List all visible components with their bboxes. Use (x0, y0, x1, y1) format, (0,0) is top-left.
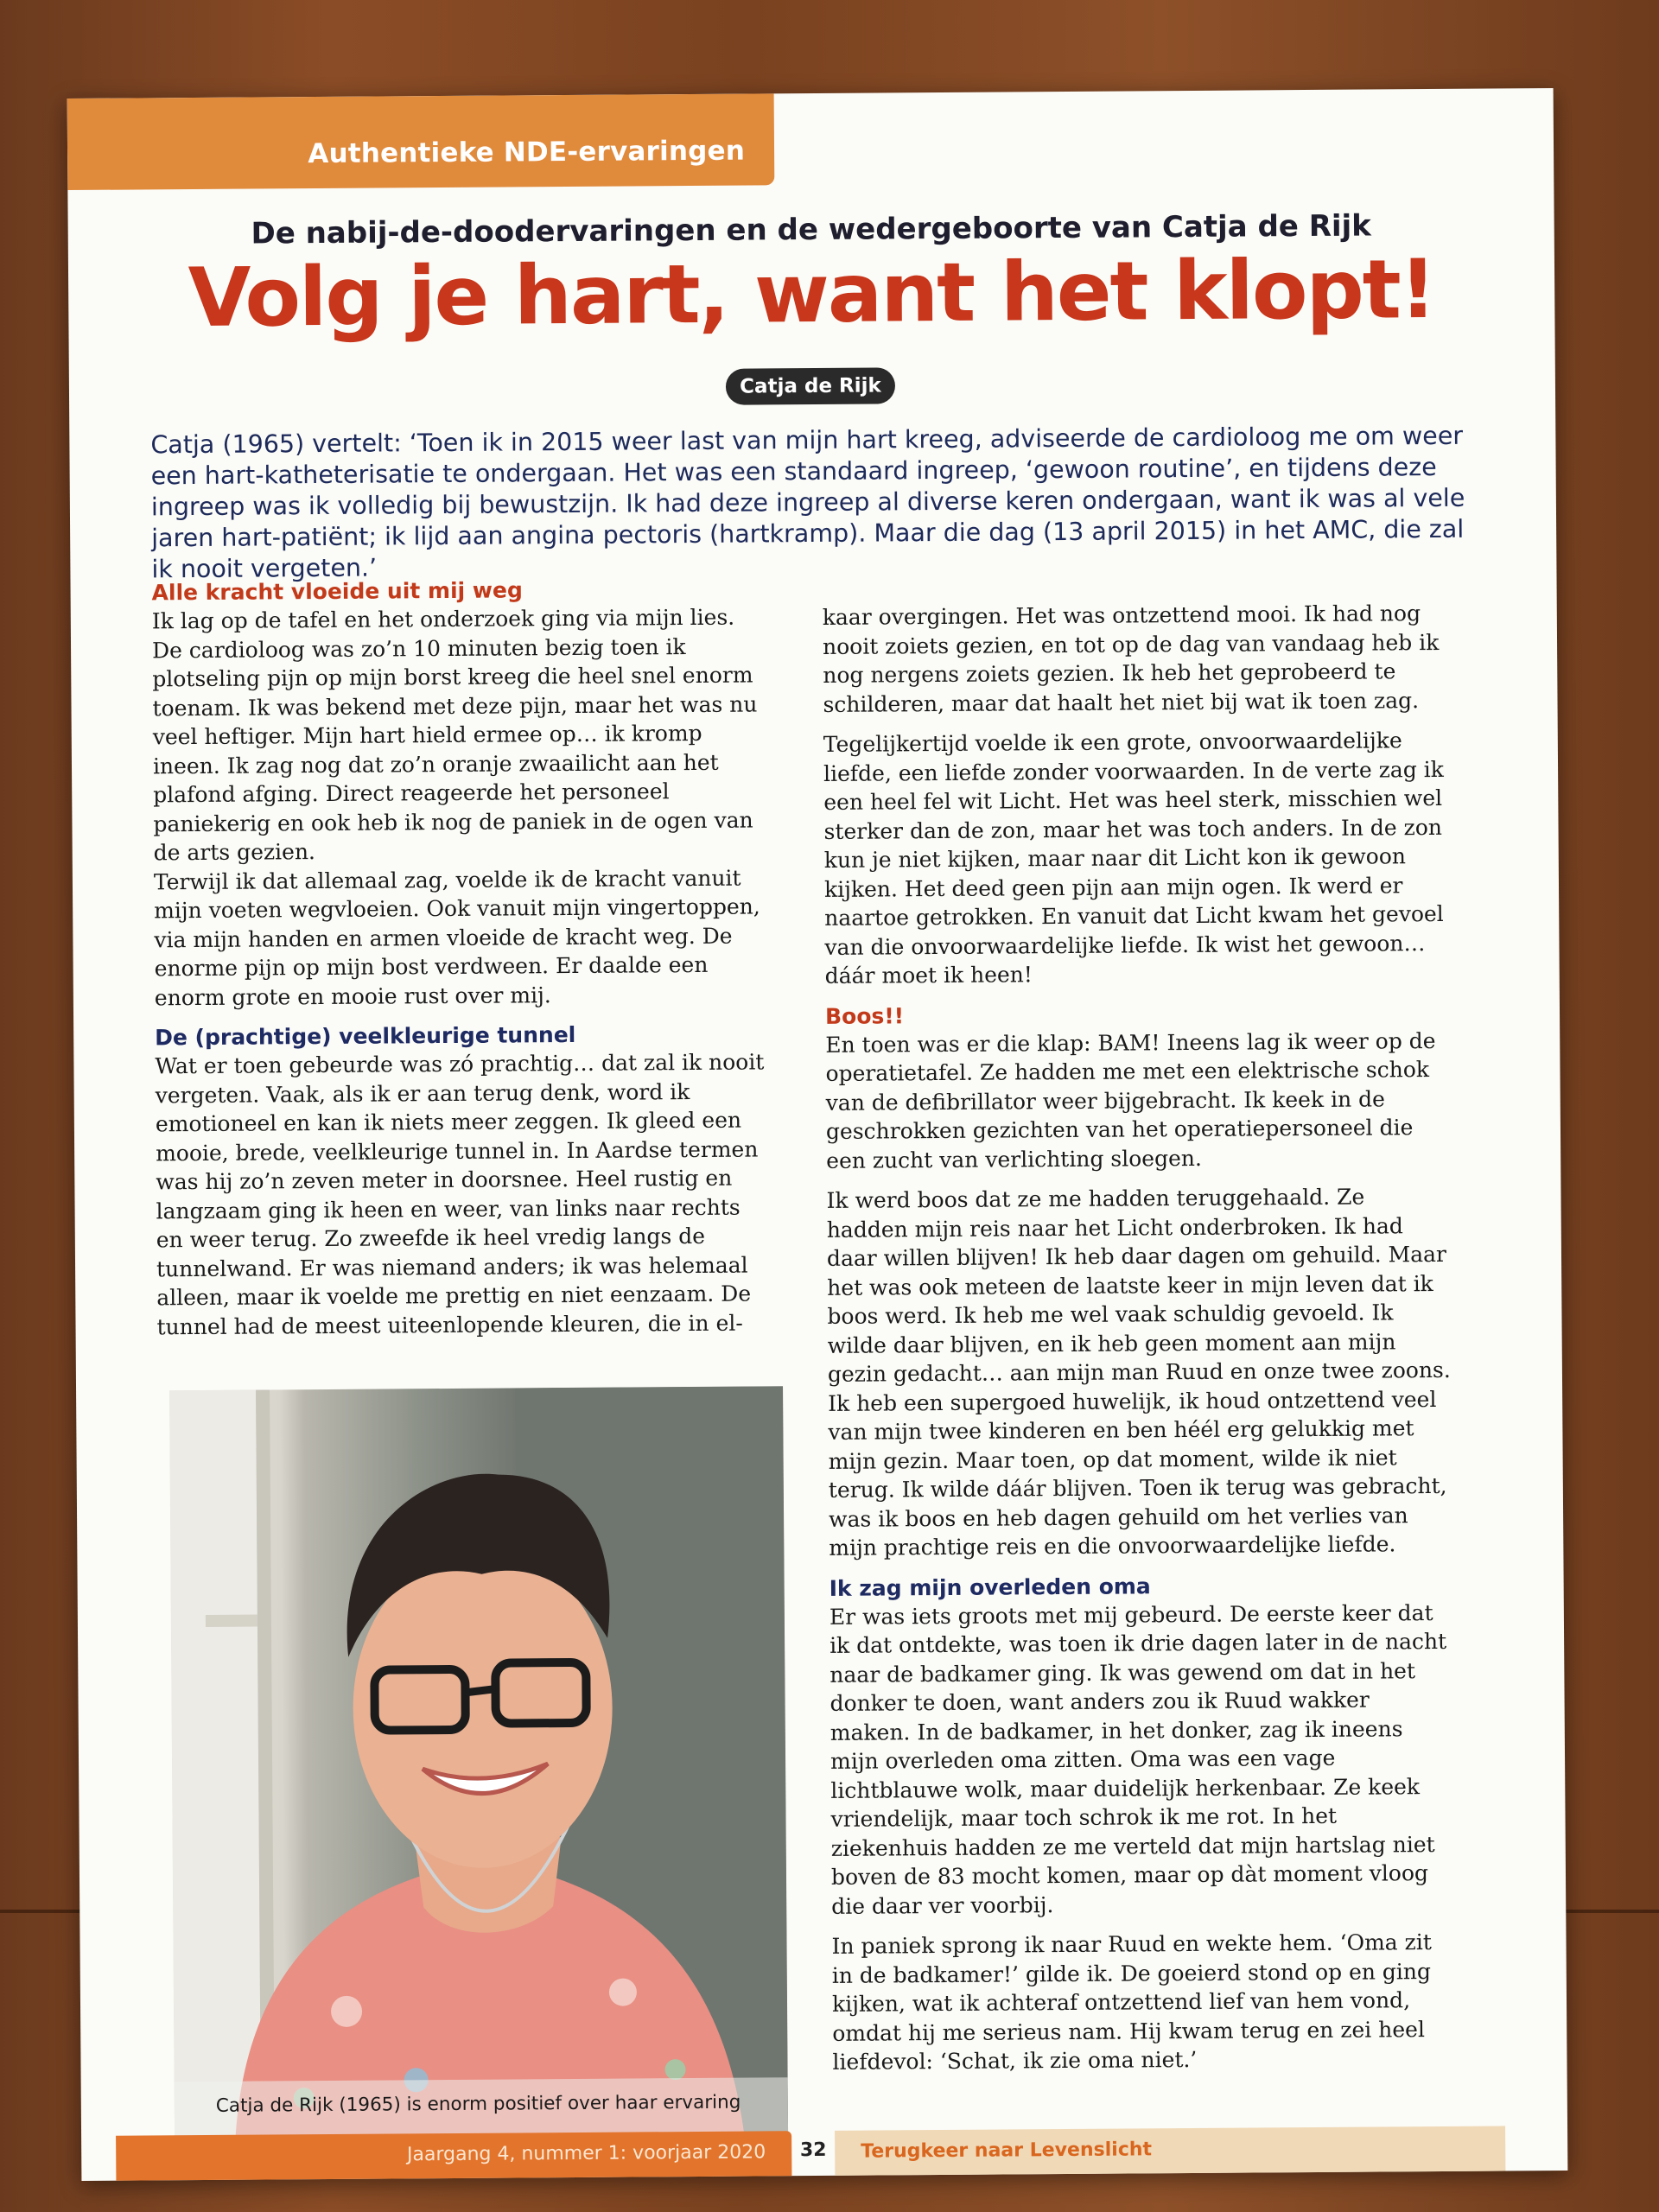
footer-magazine-bar (835, 2126, 1505, 2181)
left-column (151, 574, 772, 1352)
body-paragraph: Ik werd boos dat ze me hadden teruggehaald. Ze hadden mijn reis naar het Licht onderbroken. Ik had daar willen blijven! Ik heb daar dagen om gehuild. Maar het was ook meteen de laatste keer in mijn leven dat ik boos werd. Ik heb me wel vaak schuldig gevoeld. Ik wilde daar blijven, en ik heb geen moment aan mijn gezin gedacht… aan mijn man Ruud en onze twee zoons. Ik heb een supergoed huwelijk, ik houd ontzettend veel van mijn twee kinderen en ben héél erg gelukkig met mijn gezin. Maar toen, op dat moment, wilde ik niet terug. Ik wilde dáár blijven. Toen ik terug was gebracht, was ik boos en heb dagen gehuild om het verlies van mijn prachtige reis en die onvoorwaardelijke liefde. (826, 1184, 1451, 1560)
right-column (823, 599, 1459, 2088)
section-heading: Ik zag mijn overleden oma (829, 1573, 1151, 1601)
section-heading: De (prachtige) veelkleurige tunnel (155, 1021, 576, 1051)
body-paragraph: Ik lag op de tafel en het onderzoek ging via mijn lies. De cardioloog was zo’n 10 minuten bezig toen ik plotseling pijn op mijn borst kreeg die heel snel enorm toenam. Ik was bekend met deze pijn, maar het was nu veel heftiger. Mijn hart hield ermee op… ik kromp ineen. Ik zag nog dat zo’n oranje zwaailicht aan het plafond afging. Direct reageerde het personeel paniekerig en ook heb ik nog de paniek in de ogen van de arts gezien. (151, 604, 758, 866)
article-title: Volg je hart, want het klopt! (188, 242, 1435, 346)
body-paragraph: En toen was er die klap: BAM! Ineens lag ik weer op de operatietafel. Ze hadden me met een elektrische schok van de defibrillator weer bijgebracht. Ik keek in de geschrokken gezichten van het operatiepersoneel die een zucht van verlichting sloegen. (825, 1027, 1436, 1173)
body-paragraph: Wat er toen gebeurde was zó prachtig… dat zal ik nooit vergeten. Vaak, als ik er aan terug denk, word ik emotioneel en kan ik niets meer zeggen. Ik gleed een mooie, brede, veelkleurige tunnel in. In Aardse termen was hij zo’n zeven meter in doorsnee. Heel rustig en langzaam ging ik heen en weer, van links naar rechts en weer terug. Zo zweefde ik heel vredig langs de tunnelwand. Er was niemand anders; ik was helemaal alleen, maar ik voelde me prettig en niet eenzaam. De tunnel had de meest uiteenlopende kleuren, die in el- (155, 1049, 765, 1339)
section-heading: Alle kracht vloeide uit mij weg (151, 577, 523, 606)
body-paragraph: Terwijl ik dat allemaal zag, voelde ik de kracht vanuit mijn voeten wegvloeien. Ook vanuit mijn vingertoppen, via mijn handen en armen vloeide de kracht weg. De enorme pijn op mijn bost verdween. Er daalde een enorm grote en mooie rust over mij. (153, 865, 760, 1010)
issue-info: Jaargang 4, nummer 1: voorjaar 2020 (406, 2141, 766, 2166)
article-subtitle: De nabij-de-doodervaringen en de wedergeboorte van Catja de Rijk (251, 208, 1371, 251)
section-tab-label: Authentieke NDE-ervaringen (308, 135, 746, 170)
body-paragraph: kaar overgingen. Het was ontzettend mooi. Ik had nog nooit zoiets gezien, en tot op de dag van vandaag heb ik nog nergens zoiets gezien. Ik heb het geprobeerd te schilderen, maar dat haalt het niet bij wat ik toen zag. (822, 601, 1440, 717)
intro-paragraph: Catja (1965) vertelt: ‘Toen ik in 2015 weer last van mijn hart kreeg, adviseerde de cardioloog me om weer een hart-katheterisatie te ondergaan. Het was een standaard ingreep, ‘gewoon routine’, en tijdens deze ingreep was ik volledig bij bewustzijn. Ik had deze ingreep al diverse keren ondergaan, want ik was al vele jaren hart-patiënt; ik lijd aan angina pectoris (hartkramp). Maar die dag (13 april 2015) in het AMC, die zal ik nooit vergeten.’ (150, 421, 1465, 584)
portrait-photo (169, 1386, 788, 2144)
portrait-illustration (169, 1386, 788, 2144)
body-paragraph: In paniek sprong ik naar Ruud en wekte hem. ‘Oma zit in de badkamer!’ gilde ik. De goeierd stond op en ging kijken, wat ik achteraf ontzettend lief van hem vond, omdat hij me serieus nam. Hij kwam terug en zei heel liefdevol: ‘Schat, ik zie oma niet.’ (831, 1929, 1432, 2075)
section-tab (67, 93, 775, 190)
section-heading: Boos!! (824, 1002, 905, 1029)
photo-caption-text: Catja de Rijk (1965) is enorm positief over haar ervaring (215, 2091, 741, 2117)
body-paragraph: Tegelijkertijd voelde ik een grote, onvoorwaardelijke liefde, een liefde zonder voorwaarden. In de verte zag ik een heel fel wit Licht. Het was heel sterk, misschien wel sterker dan de zon, maar het was toch anders. In de zon kun je niet kijken, maar naar dit Licht kon ik gewoon kijken. Het deed geen pijn aan mijn ogen. Ik werd er naartoe getrokken. En vanuit dat Licht kwam het gevoel van die onvoorwaardelijke liefde. Ik wist het gewoon… dáár moet ik heen! (823, 728, 1444, 988)
magazine-name: Terugkeer naar Levenslicht (861, 2139, 1153, 2163)
author-badge: Catja de Rijk (726, 367, 895, 404)
magazine-page (67, 88, 1568, 2181)
footer-issue-bar (116, 2131, 791, 2181)
body-paragraph: Er was iets groots met mij gebeurd. De eerste keer dat ik dat ontdekte, was toen ik drie dagen later in de nacht naar de badkamer ging. Ik was gewend om dat in het donker te doen, want anders zou ik Ruud wakker maken. In de badkamer, in het donker, zag ik ineens mijn overleden oma zitten. Oma was een vage lichtblauwe wolk, maar duidelijk herkenbaar. Ze keek vriendelijk, maar toch schrok ik me rot. In het ziekenhuis hadden ze me verteld dat mijn hartslag niet boven de 83 mocht komen, maar op dàt moment vloog die daar ver voorbij. (829, 1599, 1447, 1919)
page-number: 32 (799, 2139, 827, 2162)
